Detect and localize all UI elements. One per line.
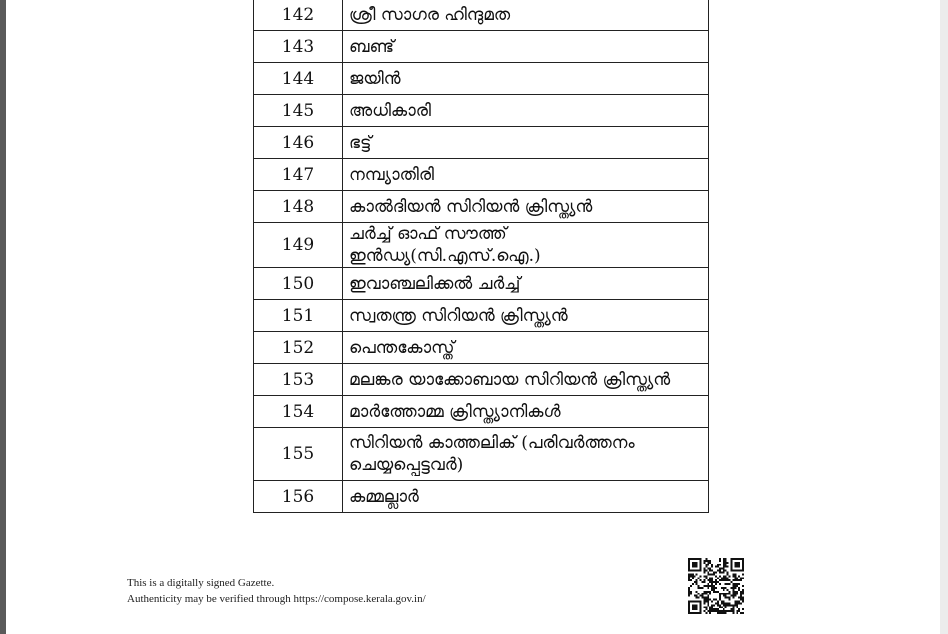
table-row — [254, 364, 709, 396]
community-name: സിറിയൻ കാത്തലിക് (പരിവർത്തനം ചെയ്യപ്പെട്ടവർ) — [343, 428, 709, 481]
table-row — [254, 95, 709, 127]
digital-signature-note: This is a digitally signed Gazette. — [127, 577, 275, 589]
gazette-footer — [127, 575, 426, 607]
community-name: സ്വതന്ത്ര സിറിയൻ ക്രിസ്ത്യൻ — [343, 300, 709, 332]
table-row — [254, 428, 709, 481]
table-body — [254, 0, 709, 513]
community-name: മാർത്തോമ്മ ക്രിസ്ത്യാനികൾ — [343, 396, 709, 428]
table-row — [254, 300, 709, 332]
row-number: 147 — [254, 159, 343, 191]
row-number: 154 — [254, 396, 343, 428]
row-number: 151 — [254, 300, 343, 332]
community-name: കമ്മല്ലാർ — [343, 481, 709, 513]
table-row — [254, 159, 709, 191]
row-number: 155 — [254, 428, 343, 481]
row-number: 144 — [254, 63, 343, 95]
table-row — [254, 31, 709, 63]
community-list-table — [253, 0, 709, 513]
row-number: 145 — [254, 95, 343, 127]
community-name: കാൽദിയൻ സിറിയൻ ക്രിസ്ത്യൻ — [343, 191, 709, 223]
community-name: ശ്രീ സാഗര ഹിന്ദുമത — [343, 0, 709, 31]
table-row — [254, 268, 709, 300]
community-name: ചർച്ച് ഓഫ് സൗത്ത് ഇൻഡ്യ(സി.എസ്.ഐ.) — [343, 223, 709, 268]
community-name: അധികാരി — [343, 95, 709, 127]
table-row — [254, 481, 709, 513]
row-number: 148 — [254, 191, 343, 223]
row-number: 142 — [254, 0, 343, 31]
row-number: 150 — [254, 268, 343, 300]
row-number: 143 — [254, 31, 343, 63]
verification-note: Authenticity may be verified through https://compose.kerala.gov.in/ — [127, 593, 426, 605]
table-row — [254, 223, 709, 268]
table-row — [254, 127, 709, 159]
table-row — [254, 396, 709, 428]
community-name: ജയിൻ — [343, 63, 709, 95]
row-number: 153 — [254, 364, 343, 396]
community-name: ഇവാഞ്ചലിക്കൽ ചർച്ച് — [343, 268, 709, 300]
qr-code-icon — [688, 558, 744, 614]
community-name: ഭട്ട് — [343, 127, 709, 159]
row-number: 152 — [254, 332, 343, 364]
table-row — [254, 63, 709, 95]
community-name: പെന്തകോസ്ത് — [343, 332, 709, 364]
viewer-scrollbar[interactable] — [940, 0, 948, 634]
community-name: മലങ്കര യാക്കോബായ സിറിയൻ ക്രിസ്ത്യൻ — [343, 364, 709, 396]
row-number: 149 — [254, 223, 343, 268]
table-row — [254, 332, 709, 364]
viewer-left-edge — [0, 0, 6, 634]
table-row — [254, 0, 709, 31]
table-row — [254, 191, 709, 223]
community-name: നമ്പ്യാതിരി — [343, 159, 709, 191]
row-number: 146 — [254, 127, 343, 159]
community-name: ബണ്ട് — [343, 31, 709, 63]
row-number: 156 — [254, 481, 343, 513]
